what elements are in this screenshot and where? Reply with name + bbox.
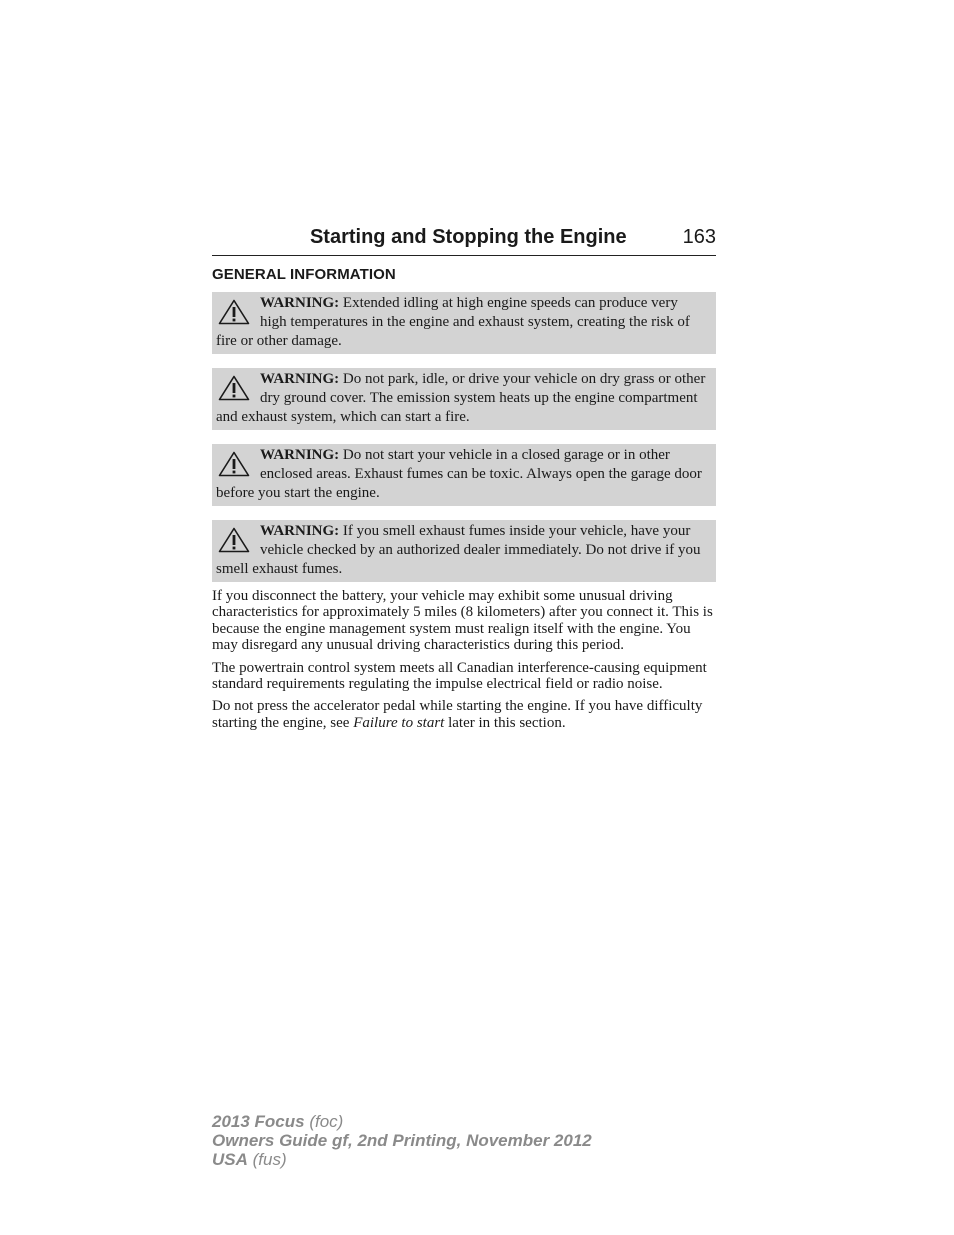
warning-box — [212, 368, 716, 430]
warning-label: WARNING: — [260, 447, 340, 463]
footer-model-code: (foc) — [309, 1112, 344, 1131]
section-heading: GENERAL INFORMATION — [212, 266, 396, 283]
warning-label: WARNING: — [260, 523, 340, 539]
page-number: 163 — [682, 226, 716, 248]
warning-text: Do not park, idle, or drive your vehicle on dry grass or other dry ground cover. The emission system heats up the engine compartment and exhaust system, which can start a fire. — [216, 371, 706, 425]
cross-reference: Failure to start — [353, 714, 445, 731]
warning-box — [212, 444, 716, 506]
warning-triangle-icon — [218, 527, 250, 553]
footer-market: USA — [212, 1150, 248, 1169]
warning-text: If you smell exhaust fumes inside your vehicle, have your vehicle checked by an authorized dealer immediately. Do not drive if you smell exhaust fumes. — [216, 523, 701, 577]
body-paragraph: If you disconnect the battery, your vehicle may exhibit some unusual driving characteristics for approximately 5 miles (8 kilometers) after you connect it. This is because the engine management system must realign itself with the engine. You may disregard any unusual driving characteristics during this period. — [212, 588, 713, 654]
warning-triangle-icon — [218, 299, 250, 325]
running-header — [212, 226, 716, 256]
body-paragraph — [212, 698, 716, 731]
warning-box — [212, 292, 716, 354]
document-footer — [212, 1112, 592, 1169]
footer-model: 2013 Focus — [212, 1112, 305, 1131]
warning-text: Extended idling at high engine speeds can produce very high temperatures in the engine and exhaust system, creating the risk of fire or other damage. — [216, 295, 690, 349]
manual-page — [212, 226, 716, 731]
footer-line — [212, 1131, 592, 1150]
paragraph-text: Do not press the accelerator pedal while starting the engine. If you have difficulty starting the engine, see — [212, 698, 703, 731]
warning-triangle-icon — [218, 375, 250, 401]
warning-triangle-icon — [218, 451, 250, 477]
page-title: Starting and Stopping the Engine — [309, 226, 627, 248]
warning-box — [212, 520, 716, 582]
body-paragraph: The powertrain control system meets all Canadian interference-causing equipment standard requirements regulating the impulse electrical field or radio noise. — [212, 659, 707, 693]
warning-label: WARNING: — [260, 295, 340, 311]
footer-edition: Owners Guide gf, 2nd Printing, November 2012 — [212, 1131, 592, 1150]
paragraph-text: later in this section. — [444, 714, 566, 731]
footer-market-code: (fus) — [252, 1150, 287, 1169]
warning-text: Do not start your vehicle in a closed garage or in other enclosed areas. Exhaust fumes can be toxic. Always open the garage door before you start the engine. — [216, 447, 702, 501]
footer-line — [212, 1112, 592, 1131]
footer-line — [212, 1150, 592, 1169]
warning-label: WARNING: — [260, 371, 340, 387]
